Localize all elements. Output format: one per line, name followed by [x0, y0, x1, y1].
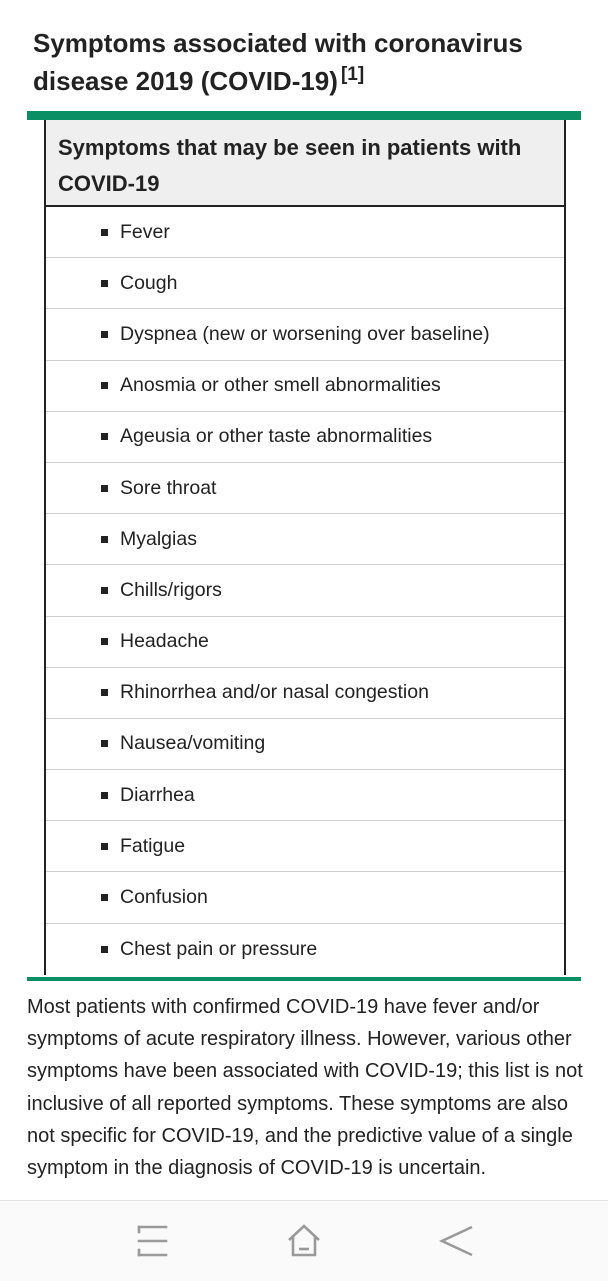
table-row	[46, 309, 564, 360]
bullet-icon	[101, 638, 108, 645]
row-text: Nausea/vomiting	[120, 732, 266, 755]
table-row	[46, 668, 564, 719]
bullet-icon	[101, 433, 108, 440]
bullet-icon	[101, 331, 108, 338]
bullet-icon	[101, 792, 108, 799]
row-text: Diarrhea	[120, 783, 195, 806]
row-text: Fever	[120, 220, 170, 243]
row-text: Chills/rigors	[120, 578, 222, 601]
row-text: Dyspnea (new or worsening over baseline)	[120, 322, 490, 345]
row-text: Myalgias	[120, 527, 197, 550]
bullet-icon	[101, 587, 108, 594]
bullet-icon	[101, 536, 108, 543]
table-row	[46, 514, 564, 565]
table-row	[46, 258, 564, 309]
row-text: Confusion	[120, 886, 208, 909]
table-row	[46, 719, 564, 770]
bullet-icon	[101, 843, 108, 850]
row-text: Ageusia or other taste abnormalities	[120, 425, 433, 448]
bullet-icon	[101, 382, 108, 389]
row-text: Headache	[120, 630, 209, 653]
page-title	[33, 24, 578, 100]
bullet-icon	[101, 485, 108, 492]
table-row	[46, 821, 564, 872]
android-nav-bar	[0, 1200, 608, 1281]
table-row	[46, 924, 564, 975]
menu-icon[interactable]	[130, 1219, 174, 1263]
reference-link[interactable]: [1]	[340, 64, 365, 85]
back-icon[interactable]	[434, 1219, 478, 1263]
bullet-icon	[101, 740, 108, 747]
table-row	[46, 412, 564, 463]
table-top-rule	[27, 111, 581, 120]
row-text: Rhinorrhea and/or nasal congestion	[120, 681, 429, 704]
table-row	[46, 463, 564, 514]
bullet-icon	[101, 894, 108, 901]
bullet-icon	[101, 280, 108, 287]
table-row	[46, 770, 564, 821]
table-row	[46, 872, 564, 923]
table-bottom-rule	[27, 977, 581, 981]
row-text: Chest pain or pressure	[120, 937, 318, 960]
table-row	[46, 565, 564, 616]
table-row	[46, 361, 564, 412]
symptoms-table	[44, 120, 566, 975]
table-row	[46, 207, 564, 258]
page-title-text: Symptoms associated with coronavirus disease 2019 (COVID-19)	[33, 28, 523, 96]
bullet-icon	[101, 229, 108, 236]
bullet-icon	[101, 946, 108, 953]
body-paragraph: Most patients with confirmed COVID-19 have fever and/or symptoms of acute respiratory illness. However, various other symptoms have been associated with COVID-19; this list is not inclusive of all reported symptoms. These symptoms are also not specific for COVID-19, and the predictive value of a single symptom in the diagnosis of COVID-19 is uncertain.	[27, 996, 583, 1180]
home-icon[interactable]	[282, 1219, 326, 1263]
row-text: Anosmia or other smell abnormalities	[120, 374, 441, 397]
row-text: Sore throat	[120, 476, 217, 499]
bullet-icon	[101, 689, 108, 696]
table-row	[46, 617, 564, 668]
row-text: Cough	[120, 271, 178, 294]
row-text: Fatigue	[120, 834, 186, 857]
table-header: Symptoms that may be seen in patients with COVID-19	[46, 120, 564, 207]
